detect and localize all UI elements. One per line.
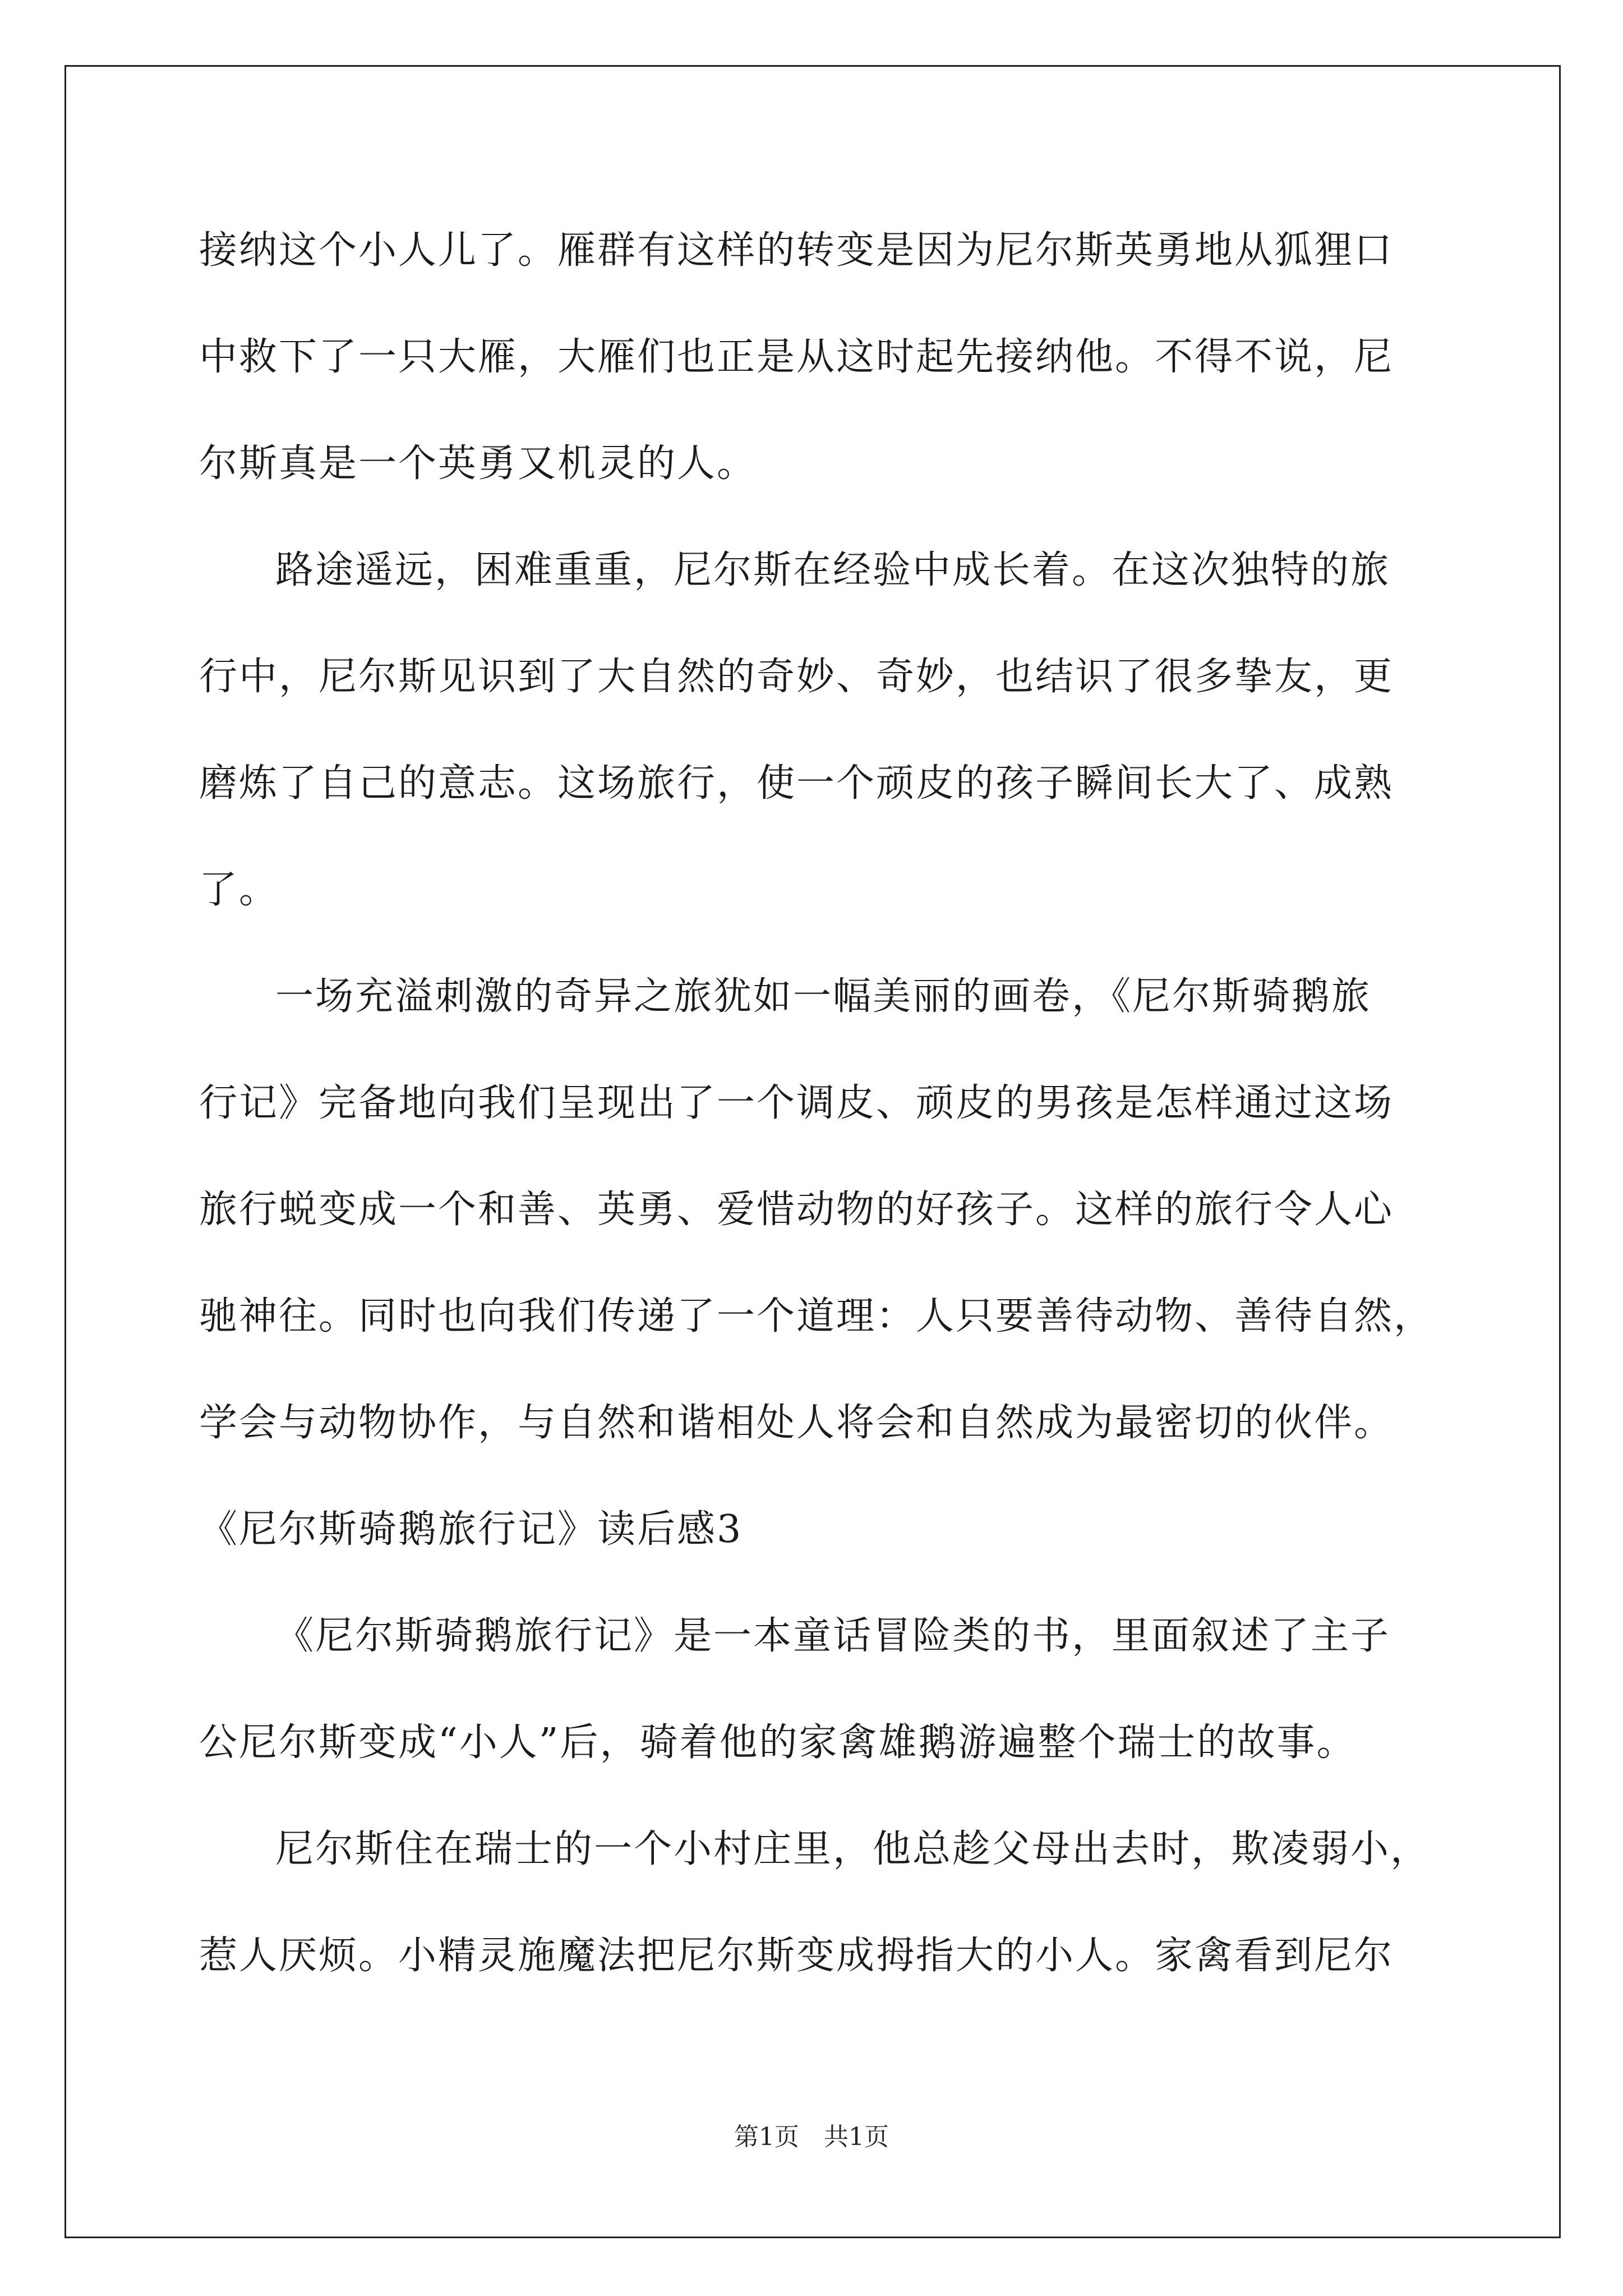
text-line: 路途遥远，困难重重，尼尔斯在经验中成长着。在这次独特的旅 xyxy=(275,548,1391,592)
text-line: 旅行蜕变成一个和善、英勇、爱惜动物的好孩子。这样的旅行令人心 xyxy=(199,1188,1394,1232)
text-line: 行中，尼尔斯见识到了大自然的奇妙、奇妙，也结识了很多挚友，更 xyxy=(199,655,1394,699)
page-number-footer: 第1页 共1页 xyxy=(734,2123,889,2151)
text-line: 接纳这个小人儿了。雁群有这样的转变是因为尼尔斯英勇地从狐狸口 xyxy=(199,228,1394,273)
text-line: 了。 xyxy=(199,868,279,912)
text-line: 公尼尔斯变成“小人”后，骑着他的家禽雄鹅游遍整个瑞士的故事。 xyxy=(199,1720,1357,1765)
text-line: 磨炼了自己的意志。这场旅行，使一个顽皮的孩子瞬间长大了、成熟 xyxy=(199,761,1394,806)
text-line: 学会与动物协作，与自然和谐相处人将会和自然成为最密切的伙伴。 xyxy=(199,1401,1394,1445)
text-line: 《尼尔斯骑鹅旅行记》是一本童话冒险类的书，里面叙述了主子 xyxy=(275,1614,1391,1658)
document-body xyxy=(199,197,1434,2009)
text-line: 惹人厌烦。小精灵施魔法把尼尔斯变成拇指大的小人。家禽看到尼尔 xyxy=(199,1934,1394,1978)
text-line: 尼尔斯住在瑞士的一个小村庄里，他总趁父母出去时，欺凌弱小， xyxy=(275,1827,1431,1871)
text-line: 一场充溢刺激的奇异之旅犹如一幅美丽的画卷，《尼尔斯骑鹅旅 xyxy=(275,974,1372,1019)
text-line: 驰神往。同时也向我们传递了一个道理：人只要善待动物、善待自然， xyxy=(199,1294,1434,1338)
text-line: 行记》完备地向我们呈现出了一个调皮、顽皮的男孩是怎样通过这场 xyxy=(199,1081,1394,1125)
section-heading: 《尼尔斯骑鹅旅行记》读后感3 xyxy=(199,1507,743,1552)
text-line: 尔斯真是一个英勇又机灵的人。 xyxy=(199,441,757,486)
text-line: 中救下了一只大雁，大雁们也正是从这时起先接纳他。不得不说，尼 xyxy=(199,335,1394,379)
